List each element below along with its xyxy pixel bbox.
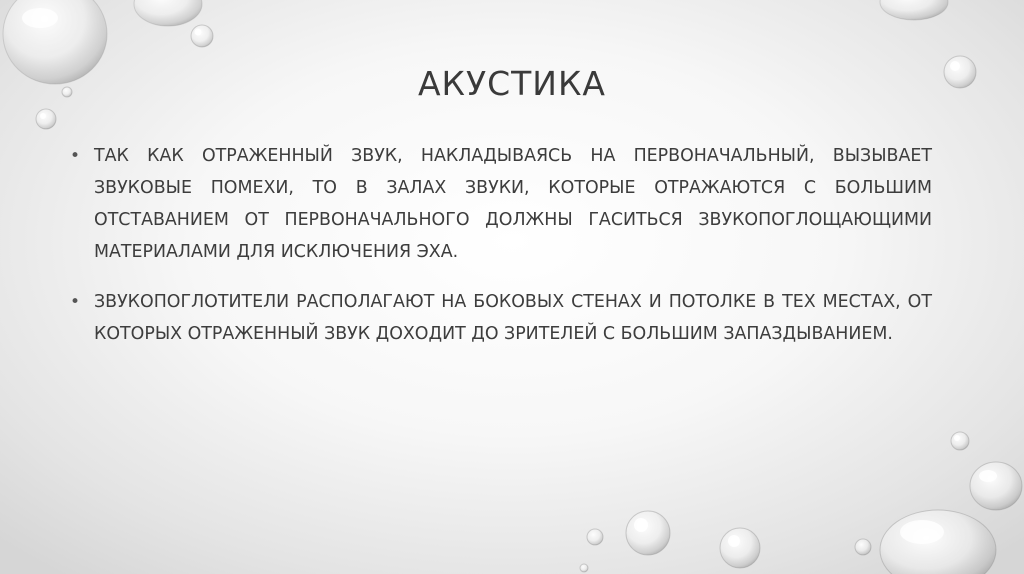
drop-icon: [580, 564, 588, 572]
drop-icon: [880, 0, 948, 20]
drop-icon: [626, 511, 670, 555]
drop-icon: [951, 432, 969, 450]
drop-icon: [720, 528, 760, 568]
bullet-item: [70, 286, 932, 350]
bullet-text: ТАК КАК ОТРАЖЕННЫЙ ЗВУК, НАКЛАДЫВАЯСЬ НА ПЕРВОНАЧАЛЬНЫЙ, ВЫЗЫВАЕТ ЗВУКОВЫЕ ПОМЕХИ, ТО В ЗАЛАХ ЗВУКИ, КОТОРЫЕ ОТРАЖАЮТСЯ С БОЛЬШИМ ОТСТАВАНИЕМ ОТ ПЕРВОНАЧАЛЬНОГО ДОЛЖНЫ ГАСИТЬСЯ ЗВУКОПОГЛОЩАЮЩИМИ МАТЕРИАЛАМИ ДЛЯ ИСКЛЮЧЕНИЯ ЭХА.: [94, 146, 932, 262]
drop-icon: [36, 109, 56, 129]
bullet-icon: •: [70, 146, 81, 166]
drop-icon: [587, 529, 603, 545]
bullet-text: ЗВУКОПОГЛОТИТЕЛИ РАСПОЛАГАЮТ НА БОКОВЫХ СТЕНАХ И ПОТОЛКЕ В ТЕХ МЕСТАХ, ОТ КОТОРЫХ ОТРАЖЕННЫЙ ЗВУК ДОХОДИТ ДО ЗРИТЕЛЕЙ С БОЛЬШИМ ЗАПАЗДЫВАНИЕМ.: [94, 292, 932, 344]
slide-content: [70, 140, 932, 368]
slide-title: АКУСТИКА: [417, 64, 606, 103]
drop-icon: [191, 25, 213, 47]
drop-icon: [970, 462, 1022, 510]
bullet-item: [70, 140, 932, 268]
drop-icon: [880, 510, 996, 574]
bullet-icon: •: [70, 292, 81, 312]
drop-icon: [855, 539, 871, 555]
drop-icon: [134, 0, 202, 26]
